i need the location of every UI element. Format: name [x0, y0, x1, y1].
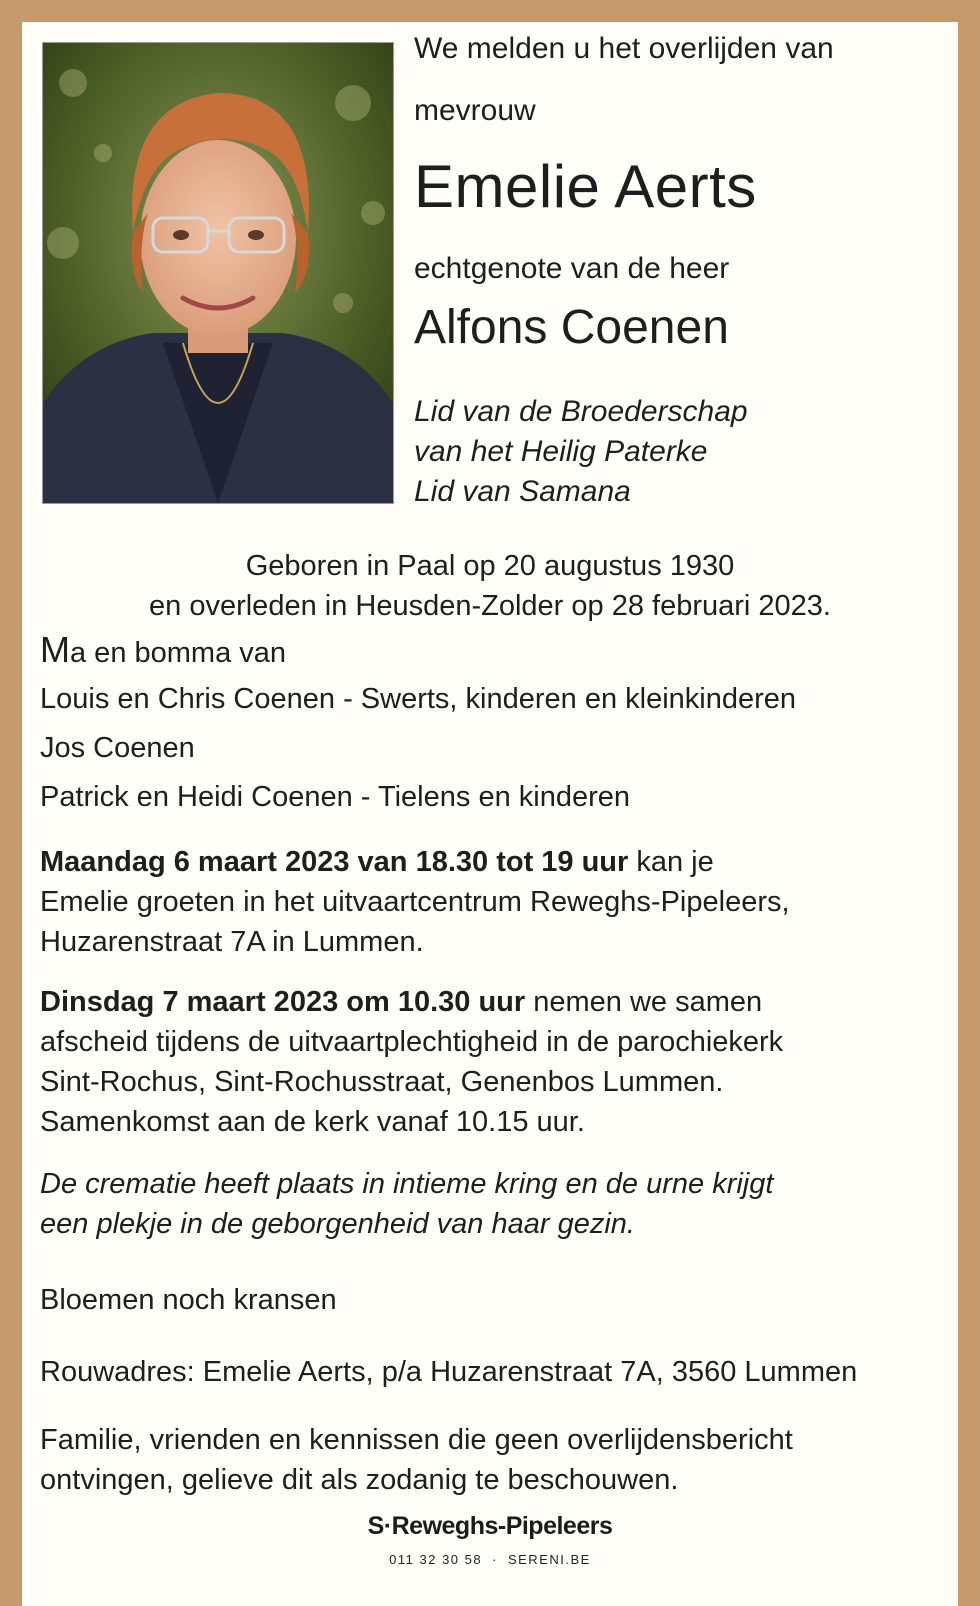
viewing-line: Huzarenstraat 7A in Lummen.: [40, 926, 424, 958]
family-intro: [40, 628, 940, 677]
family-list: [40, 628, 940, 824]
viewing-line: Emelie groeten in het uitvaartcentrum Reweghs-Pipeleers,: [40, 886, 790, 918]
birth-line: Geboren in Paal op 20 augustus 1930: [245, 550, 735, 582]
honorific: mevrouw: [414, 94, 536, 127]
cremation-line: een plekje in de geborgenheid van haar gezin.: [40, 1208, 635, 1240]
footer-phone: 011 32 30 58: [389, 1552, 483, 1567]
portrait-illustration: [43, 43, 393, 503]
funeral-line: Sint-Rochus, Sint-Rochusstraat, Genenbos Lummen.: [40, 1066, 724, 1098]
viewing-datetime: Maandag 6 maart 2023 van 18.30 tot 19 uur: [40, 846, 629, 878]
cremation-line: De crematie heeft plaats in intieme kring en de urne krijgt: [40, 1168, 774, 1200]
birth-death-info: [22, 546, 958, 626]
footer-separator: ·: [492, 1552, 498, 1567]
portrait-photo: [42, 42, 394, 504]
spouse-intro: echtgenote van de heer: [414, 252, 730, 285]
family-intro-text: a en bomma van: [70, 637, 287, 669]
spouse-name: Alfons Coenen: [414, 301, 729, 354]
membership-line: van het Heilig Paterke: [414, 435, 708, 468]
funeral-info: [40, 982, 940, 1142]
family-member: Jos Coenen: [40, 732, 195, 764]
funeral-line: Samenkomst aan de kerk vanaf 10.15 uur.: [40, 1106, 585, 1138]
footer-contact: [0, 1552, 980, 1567]
footer-website: SERENI.BE: [507, 1552, 591, 1567]
membership-line: Lid van Samana: [414, 475, 631, 508]
membership-line: Lid van de Broederschap: [414, 395, 748, 428]
obituary-card: [22, 22, 958, 1606]
flowers-note: Bloemen noch kransen: [40, 1284, 337, 1316]
family-member: Patrick en Heidi Coenen - Tielens en kinderen: [40, 781, 630, 813]
funeral-line: afscheid tijdens de uitvaartplechtigheid in de parochiekerk: [40, 1026, 784, 1058]
notice-text: [40, 1420, 940, 1500]
viewing-text: kan je: [628, 846, 714, 878]
memberships: [414, 392, 748, 512]
cremation-info: [40, 1164, 940, 1244]
mourning-address: Rouwadres: Emelie Aerts, p/a Huzarenstraat 7A, 3560 Lummen: [40, 1356, 858, 1388]
viewing-info: [40, 842, 940, 962]
notice-line: ontvingen, gelieve dit als zodanig te beschouwen.: [40, 1464, 679, 1496]
family-intro-initial: M: [40, 629, 70, 670]
funeral-datetime: Dinsdag 7 maart 2023 om 10.30 uur: [40, 986, 526, 1018]
funeral-home-logo: S·Reweghs-Pipeleers: [367, 1512, 613, 1540]
notice-line: Familie, vrienden en kennissen die geen overlijdensbericht: [40, 1424, 793, 1456]
death-line: en overleden in Heusden-Zolder op 28 februari 2023.: [149, 590, 831, 622]
deceased-name: Emelie Aerts: [414, 153, 757, 220]
family-member: Louis en Chris Coenen - Swerts, kinderen en kleinkinderen: [40, 683, 797, 715]
funeral-text: nemen we samen: [525, 986, 763, 1018]
announcement-lead: We melden u het overlijden van: [414, 32, 834, 65]
